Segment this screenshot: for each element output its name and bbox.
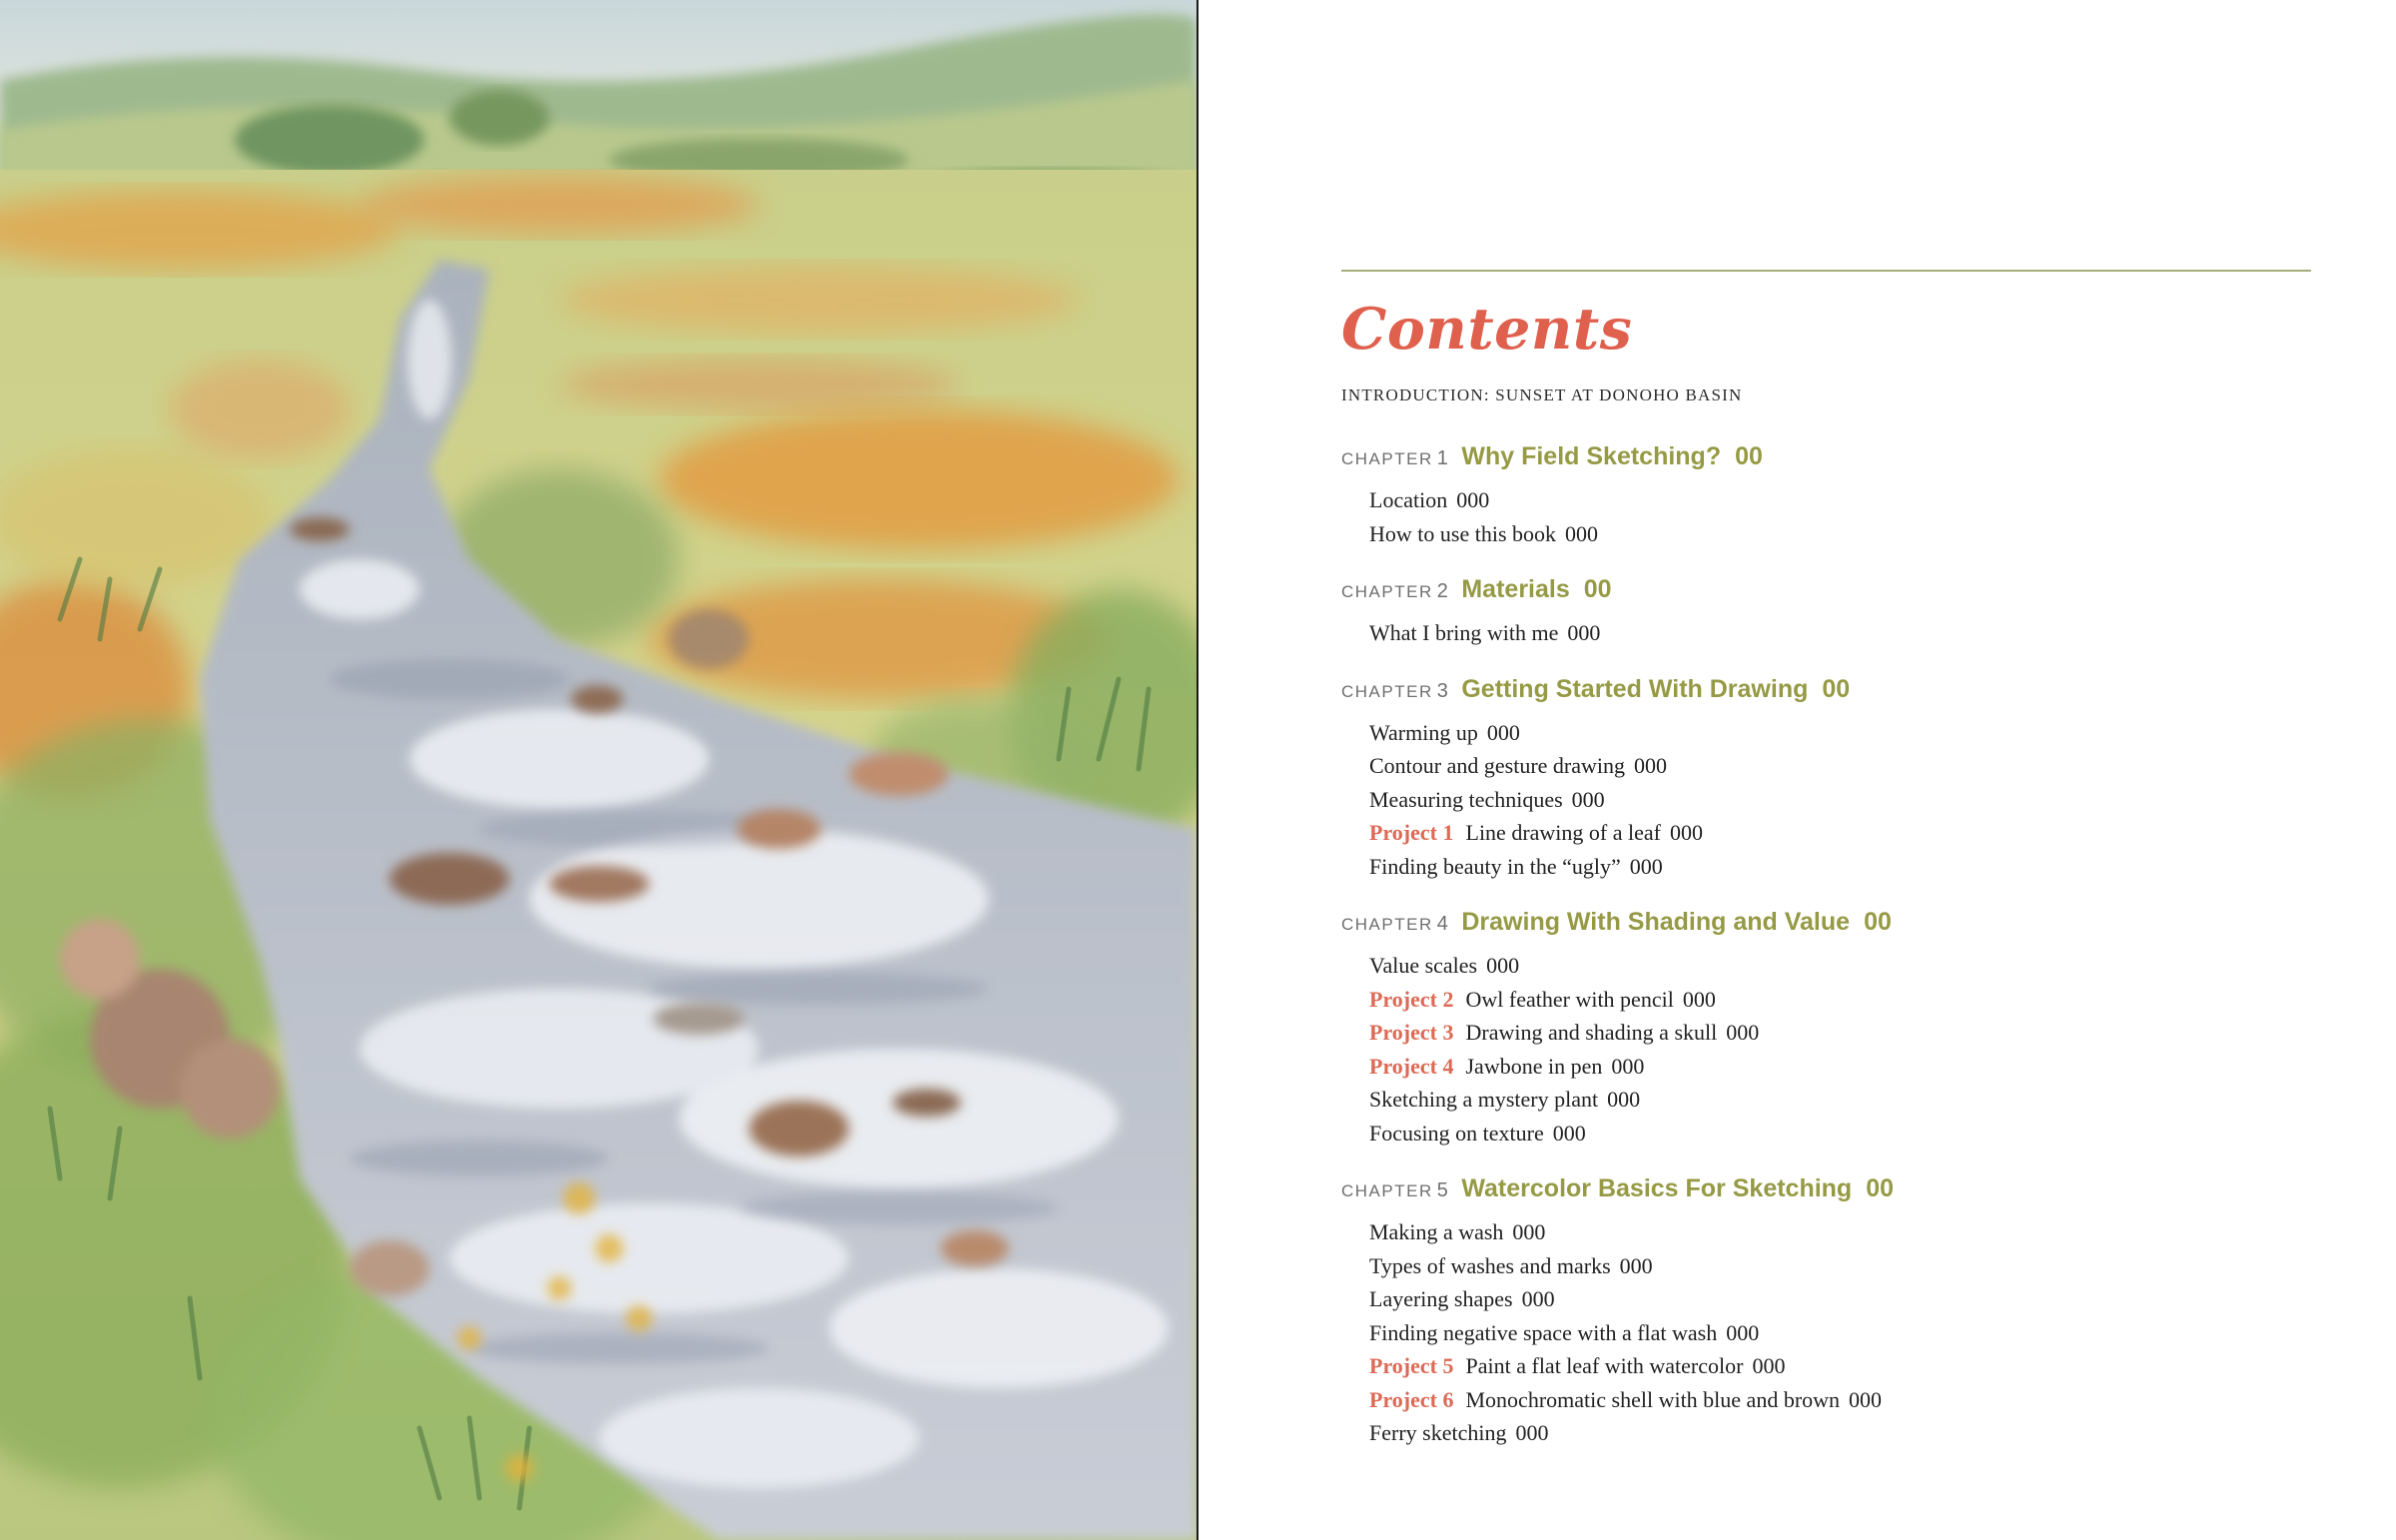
entry-page-number: 000 bbox=[1849, 1386, 1883, 1412]
introduction-entry[interactable]: INTRODUCTION: SUNSET AT DONOHO BASIN bbox=[1341, 385, 1743, 404]
entry-page-number: 000 bbox=[1607, 1087, 1641, 1112]
entry-page-number: 000 bbox=[1552, 1120, 1586, 1146]
table-of-contents bbox=[1341, 290, 2311, 1468]
project-label: Project 4 bbox=[1369, 1053, 1454, 1079]
project-entry[interactable] bbox=[1369, 1016, 2311, 1050]
entry-page-number: 000 bbox=[1611, 1053, 1645, 1079]
project-label: Project 6 bbox=[1369, 1386, 1454, 1412]
chapter-label-text: CHAPTER bbox=[1341, 681, 1433, 701]
chapter-number: 5 bbox=[1436, 1179, 1450, 1201]
section-entry[interactable] bbox=[1369, 1215, 2311, 1249]
entry-page-number: 000 bbox=[1486, 719, 1520, 745]
chapter-block bbox=[1341, 1167, 2311, 1450]
project-entry[interactable] bbox=[1369, 816, 2311, 850]
section-entry[interactable] bbox=[1369, 517, 2311, 551]
chapter-label bbox=[1341, 1169, 1449, 1212]
project-entry[interactable] bbox=[1369, 1383, 2311, 1417]
chapter-block bbox=[1341, 668, 2311, 884]
entry-title: How to use this book bbox=[1369, 520, 1556, 546]
entry-title: Measuring techniques bbox=[1369, 786, 1563, 812]
entry-page-number: 000 bbox=[1669, 820, 1703, 845]
chapter-heading[interactable] bbox=[1341, 901, 2311, 943]
entry-page-number: 000 bbox=[1565, 520, 1598, 546]
top-rule bbox=[1341, 270, 2311, 272]
chapter-heading[interactable] bbox=[1341, 1167, 2311, 1209]
entry-title: Jawbone in pen bbox=[1465, 1053, 1603, 1079]
section-entry[interactable] bbox=[1369, 1416, 2311, 1450]
chapter-number: 2 bbox=[1436, 580, 1450, 602]
project-entry[interactable] bbox=[1369, 983, 2311, 1017]
project-label: Project 2 bbox=[1369, 986, 1454, 1012]
chapter-number: 1 bbox=[1436, 447, 1450, 469]
chapter-title: Why Field Sketching? bbox=[1461, 442, 1722, 470]
entry-title: Line drawing of a leaf bbox=[1465, 820, 1661, 845]
chapter-entries bbox=[1341, 483, 2311, 550]
chapter-title: Drawing With Shading and Value bbox=[1461, 908, 1851, 936]
entry-page-number: 000 bbox=[1571, 786, 1605, 812]
entry-title: Sketching a mystery plant bbox=[1369, 1087, 1599, 1112]
chapter-number: 4 bbox=[1436, 913, 1450, 935]
section-entry[interactable] bbox=[1369, 1316, 2311, 1350]
chapter-label bbox=[1341, 570, 1449, 613]
entry-page-number: 000 bbox=[1634, 753, 1667, 778]
chapter-number: 3 bbox=[1436, 679, 1450, 702]
contents-heading: Contents bbox=[1341, 296, 1633, 363]
entry-title: Paint a flat leaf with watercolor bbox=[1465, 1353, 1744, 1378]
section-entry[interactable] bbox=[1369, 749, 2311, 783]
chapter-entries bbox=[1341, 949, 2311, 1150]
section-entry[interactable] bbox=[1369, 1282, 2311, 1316]
section-entry[interactable] bbox=[1369, 1249, 2311, 1283]
chapter-label bbox=[1341, 903, 1449, 946]
entry-title: Location bbox=[1369, 487, 1448, 512]
section-entry[interactable] bbox=[1369, 1083, 2311, 1117]
entry-page-number: 000 bbox=[1567, 620, 1601, 645]
section-entry[interactable] bbox=[1369, 1117, 2311, 1151]
entry-title: Owl feather with pencil bbox=[1465, 986, 1674, 1012]
chapter-heading[interactable] bbox=[1341, 668, 2311, 710]
entry-title: Layering shapes bbox=[1369, 1286, 1513, 1311]
entry-page-number: 000 bbox=[1619, 1252, 1653, 1278]
project-label: Project 1 bbox=[1369, 820, 1454, 845]
entry-page-number: 000 bbox=[1682, 986, 1716, 1012]
chapter-page-number: 00 bbox=[1583, 575, 1612, 603]
entry-title: Types of washes and marks bbox=[1369, 1252, 1611, 1278]
chapter-list bbox=[1341, 435, 2311, 1450]
entry-page-number: 000 bbox=[1521, 1286, 1555, 1311]
chapter-block bbox=[1341, 901, 2311, 1150]
chapter-label-text: CHAPTER bbox=[1341, 915, 1433, 934]
chapter-title: Watercolor Basics For Sketching bbox=[1461, 1174, 1853, 1202]
section-entry[interactable] bbox=[1369, 850, 2311, 884]
chapter-heading[interactable] bbox=[1341, 568, 2311, 610]
entry-page-number: 000 bbox=[1486, 953, 1520, 978]
entry-title: Making a wash bbox=[1369, 1219, 1504, 1244]
chapter-heading[interactable] bbox=[1341, 435, 2311, 477]
chapter-label-text: CHAPTER bbox=[1341, 1181, 1433, 1200]
entry-page-number: 000 bbox=[1752, 1353, 1786, 1378]
entry-title: Contour and gesture drawing bbox=[1369, 753, 1625, 778]
chapter-title: Getting Started With Drawing bbox=[1461, 674, 1809, 703]
entry-title: What I bring with me bbox=[1369, 620, 1559, 645]
project-entry[interactable] bbox=[1369, 1050, 2311, 1084]
contents-page bbox=[1198, 0, 2396, 1540]
entry-title: Value scales bbox=[1369, 953, 1478, 978]
entry-page-number: 000 bbox=[1629, 853, 1663, 879]
chapter-label bbox=[1341, 437, 1449, 480]
entry-title: Drawing and shading a skull bbox=[1465, 1020, 1718, 1045]
section-entry[interactable] bbox=[1369, 783, 2311, 817]
project-label: Project 3 bbox=[1369, 1020, 1454, 1045]
entry-title: Finding negative space with a flat wash bbox=[1369, 1319, 1718, 1345]
entry-page-number: 000 bbox=[1726, 1319, 1760, 1345]
watercolor-illustration bbox=[0, 0, 1197, 1540]
entry-title: Monochromatic shell with blue and brown bbox=[1465, 1386, 1841, 1412]
chapter-entries bbox=[1341, 1215, 2311, 1450]
chapter-label-text: CHAPTER bbox=[1341, 449, 1433, 468]
chapter-entries bbox=[1341, 716, 2311, 884]
chapter-page-number: 00 bbox=[1866, 1174, 1895, 1202]
section-entry[interactable] bbox=[1369, 949, 2311, 983]
entry-title: Finding beauty in the “ugly” bbox=[1369, 853, 1621, 879]
chapter-block bbox=[1341, 435, 2311, 550]
chapter-entries bbox=[1341, 616, 2311, 650]
entry-page-number: 000 bbox=[1456, 487, 1490, 512]
entry-title: Ferry sketching bbox=[1369, 1420, 1507, 1445]
section-entry[interactable] bbox=[1369, 716, 2311, 750]
entry-page-number: 000 bbox=[1512, 1219, 1546, 1244]
chapter-page-number: 00 bbox=[1864, 908, 1892, 936]
chapter-title: Materials bbox=[1461, 575, 1570, 603]
entry-page-number: 000 bbox=[1515, 1420, 1549, 1445]
entry-page-number: 000 bbox=[1726, 1020, 1760, 1045]
section-entry[interactable] bbox=[1369, 616, 2311, 650]
watercolor-landscape-image bbox=[0, 0, 1197, 1540]
entry-title: Focusing on texture bbox=[1369, 1120, 1544, 1146]
entry-title: Warming up bbox=[1369, 719, 1478, 745]
chapter-block bbox=[1341, 568, 2311, 650]
chapter-label bbox=[1341, 670, 1449, 713]
chapter-page-number: 00 bbox=[1822, 674, 1851, 703]
section-entry[interactable] bbox=[1369, 483, 2311, 517]
project-label: Project 5 bbox=[1369, 1353, 1454, 1378]
chapter-page-number: 00 bbox=[1735, 442, 1763, 470]
project-entry[interactable] bbox=[1369, 1349, 2311, 1383]
chapter-label-text: CHAPTER bbox=[1341, 582, 1433, 601]
